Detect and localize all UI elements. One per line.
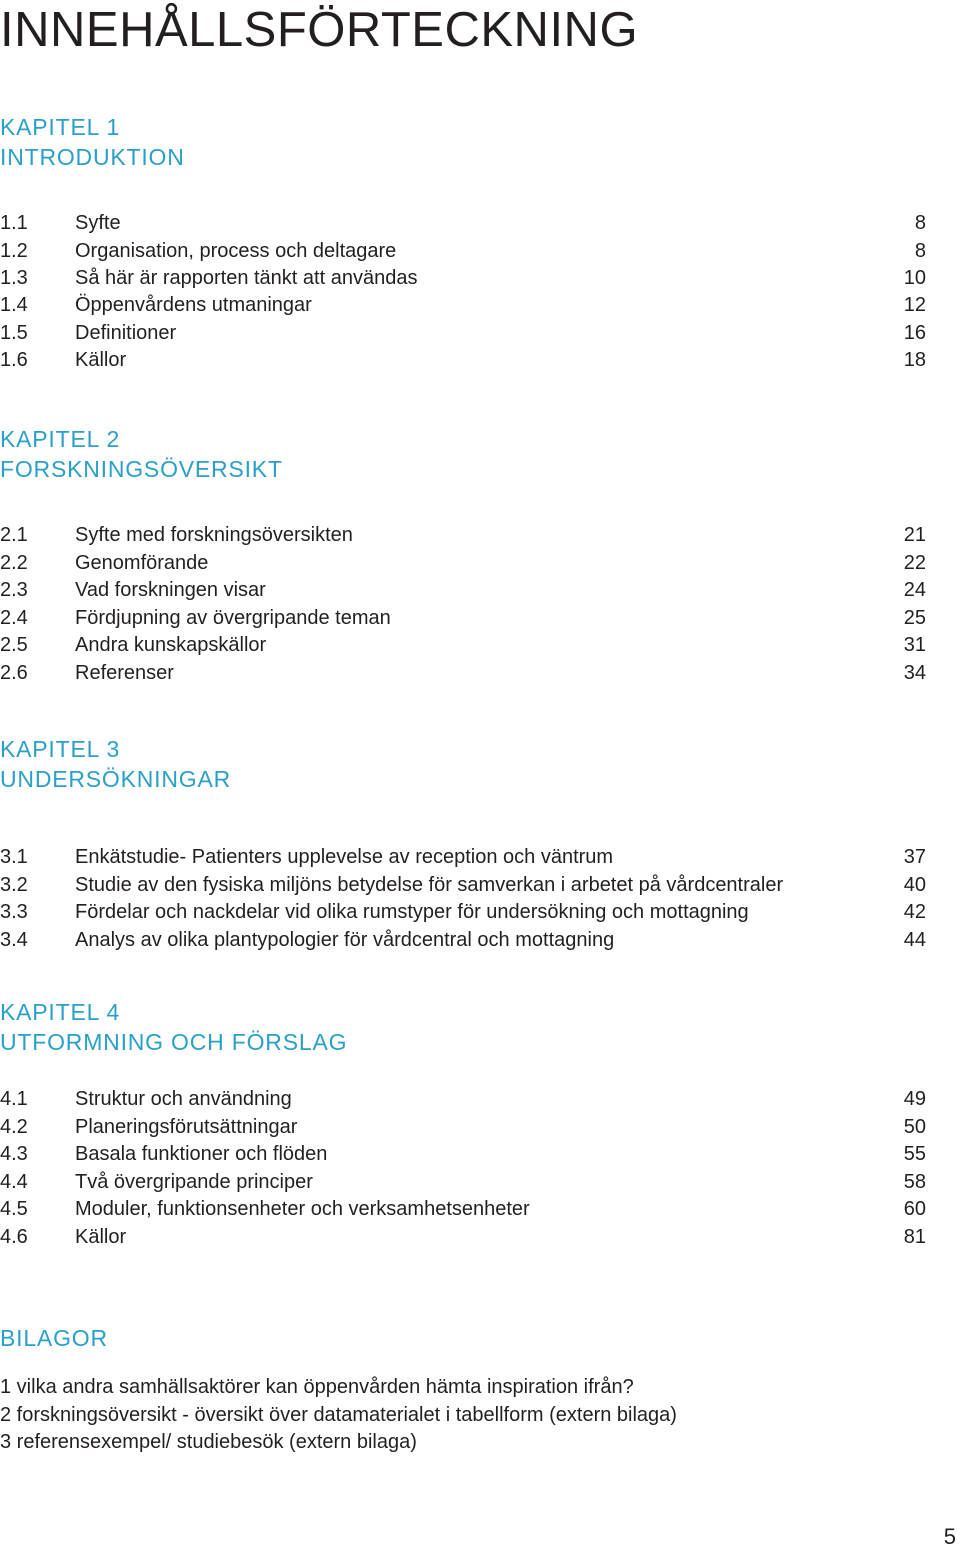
entry-label: Källor <box>75 1226 127 1248</box>
entry-page: 12 <box>903 294 926 316</box>
entry-label: Basala funktioner och flöden <box>75 1143 328 1165</box>
entry-number: 1.5 <box>0 322 28 344</box>
entry-label: Planeringsförutsättningar <box>75 1116 298 1138</box>
entry-number: 4.3 <box>0 1143 28 1165</box>
entry-label: Syfte <box>75 212 121 234</box>
toc-entry[interactable] <box>0 872 926 899</box>
entry-label: Enkätstudie- Patienters upplevelse av reception och väntrum <box>75 846 614 868</box>
entry-label: Analys av olika plantypologier för vårdcentral och mottagning <box>75 929 615 951</box>
entry-number: 4.4 <box>0 1171 28 1193</box>
entry-number: 1.2 <box>0 240 28 262</box>
toc-entry[interactable] <box>0 632 926 659</box>
entry-number: 4.6 <box>0 1226 28 1248</box>
chapter-kicker: KAPITEL 3 <box>0 736 121 762</box>
entry-label: Vad forskningen visar <box>75 579 266 601</box>
entry-number: 1.1 <box>0 212 28 234</box>
toc-entry[interactable] <box>0 1169 926 1196</box>
entry-page: 49 <box>903 1088 926 1110</box>
entry-page: 18 <box>903 349 926 371</box>
toc-entry[interactable] <box>0 660 926 687</box>
entry-page: 8 <box>914 240 926 262</box>
chapter-kicker: KAPITEL 4 <box>0 999 121 1025</box>
entry-number: 4.2 <box>0 1116 28 1138</box>
entry-page: 55 <box>903 1143 926 1165</box>
toc-entry[interactable] <box>0 210 926 237</box>
entry-number: 2.2 <box>0 552 28 574</box>
entry-page: 10 <box>903 267 926 289</box>
toc-entry[interactable] <box>0 1141 926 1168</box>
entry-number: 1.4 <box>0 294 28 316</box>
toc-entry[interactable] <box>0 1224 926 1251</box>
attachment-item[interactable]: 1 vilka andra samhällsaktörer kan öppenvården hämta inspiration ifrån? <box>0 1376 634 1398</box>
entry-page: 8 <box>914 212 926 234</box>
page-number: 5 <box>943 1524 956 1549</box>
entry-page: 22 <box>903 552 926 574</box>
attachments-heading: BILAGOR <box>0 1325 108 1351</box>
entry-label: Referenser <box>75 662 174 684</box>
toc-entry[interactable] <box>0 265 926 292</box>
toc-entry[interactable] <box>0 927 926 954</box>
toc-entry[interactable] <box>0 844 926 871</box>
attachment-item[interactable]: 3 referensexempel/ studiebesök (extern bilaga) <box>0 1431 417 1453</box>
toc-entry[interactable] <box>0 320 926 347</box>
entry-page: 21 <box>903 524 926 546</box>
entry-number: 3.3 <box>0 901 28 923</box>
entry-label: Fördelar och nackdelar vid olika rumstyper för undersökning och mottagning <box>75 901 749 923</box>
entry-label: Moduler, funktionsenheter och verksamhetsenheter <box>75 1198 530 1220</box>
entry-number: 2.3 <box>0 579 28 601</box>
entry-number: 1.3 <box>0 267 28 289</box>
toc-entry[interactable] <box>0 577 926 604</box>
entry-number: 2.1 <box>0 524 28 546</box>
toc-entry[interactable] <box>0 550 926 577</box>
entry-number: 4.5 <box>0 1198 28 1220</box>
entry-label: Syfte med forskningsöversikten <box>75 524 353 546</box>
toc-entry[interactable] <box>0 1086 926 1113</box>
entry-label: Så här är rapporten tänkt att användas <box>75 267 418 289</box>
entry-page: 31 <box>903 634 926 656</box>
entry-label: Struktur och användning <box>75 1088 292 1110</box>
toc-entry[interactable] <box>0 899 926 926</box>
entry-page: 50 <box>903 1116 926 1138</box>
entry-label: Genomförande <box>75 552 209 574</box>
entry-page: 58 <box>903 1171 926 1193</box>
entry-page: 16 <box>903 322 926 344</box>
toc-entry[interactable] <box>0 238 926 265</box>
entry-label: Studie av den fysiska miljöns betydelse för samverkan i arbetet på vårdcentraler <box>75 874 784 896</box>
entry-number: 2.5 <box>0 634 28 656</box>
entry-label: Andra kunskapskällor <box>75 634 267 656</box>
entry-number: 4.1 <box>0 1088 28 1110</box>
chapter-kicker: KAPITEL 1 <box>0 114 121 140</box>
entry-page: 37 <box>903 846 926 868</box>
entry-label: Källor <box>75 349 127 371</box>
entry-page: 42 <box>903 901 926 923</box>
entry-label: Två övergripande principer <box>75 1171 313 1193</box>
entry-number: 3.2 <box>0 874 28 896</box>
chapter-title: FORSKNINGSÖVERSIKT <box>0 456 283 482</box>
entry-page: 25 <box>903 607 926 629</box>
entry-page: 24 <box>903 579 926 601</box>
entry-label: Organisation, process och deltagare <box>75 240 397 262</box>
entry-number: 1.6 <box>0 349 28 371</box>
entry-page: 40 <box>903 874 926 896</box>
chapter-title: UTFORMNING OCH FÖRSLAG <box>0 1029 348 1055</box>
entry-page: 60 <box>903 1198 926 1220</box>
toc-entry[interactable] <box>0 605 926 632</box>
toc-entry[interactable] <box>0 522 926 549</box>
entry-page: 81 <box>903 1226 926 1248</box>
entry-number: 2.6 <box>0 662 28 684</box>
toc-entry[interactable] <box>0 1114 926 1141</box>
entry-label: Fördjupning av övergripande teman <box>75 607 391 629</box>
entry-number: 3.1 <box>0 846 28 868</box>
entry-number: 3.4 <box>0 929 28 951</box>
chapter-title: INTRODUKTION <box>0 144 185 170</box>
entry-number: 2.4 <box>0 607 28 629</box>
entry-label: Öppenvårdens utmaningar <box>75 294 312 316</box>
entry-label: Definitioner <box>75 322 177 344</box>
chapter-title: UNDERSÖKNINGAR <box>0 766 232 792</box>
toc-entry[interactable] <box>0 347 926 374</box>
toc-entry[interactable] <box>0 292 926 319</box>
attachment-item[interactable]: 2 forskningsöversikt - översikt över datamaterialet i tabellform (extern bilaga) <box>0 1404 677 1426</box>
chapter-kicker: KAPITEL 2 <box>0 426 121 452</box>
entry-page: 44 <box>903 929 926 951</box>
page-title: INNEHÅLLSFÖRTECKNING <box>0 3 639 57</box>
toc-entry[interactable] <box>0 1196 926 1223</box>
entry-page: 34 <box>903 662 926 684</box>
